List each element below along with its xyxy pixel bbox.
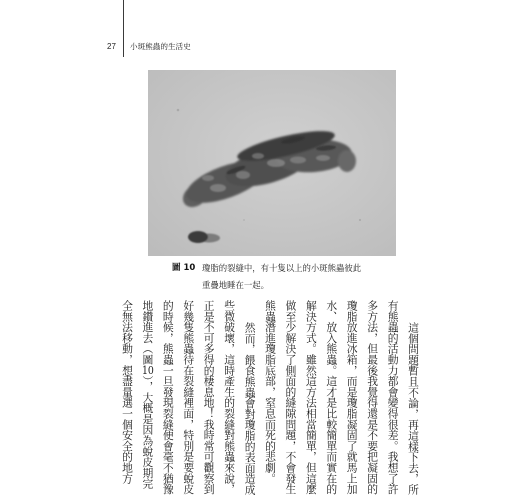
page-number: 27 (107, 42, 116, 51)
caption-line: 重疊地睡在一起。 (202, 280, 269, 290)
text-segment: 地鑽進去（圖 (141, 300, 155, 365)
speck (359, 219, 361, 221)
text-column (141, 300, 153, 496)
figure-caption (202, 260, 372, 294)
tardigrade-single-body (188, 231, 208, 243)
running-title: 小斑熊蟲的生活史 (130, 42, 191, 51)
body-highlight (202, 175, 214, 181)
text-column: 全無法移動，想盡量選一個安全的地方 (121, 300, 134, 484)
micrograph (148, 70, 396, 256)
text-segment: ），大概是因為蛻皮期完 (141, 375, 155, 490)
body-highlight (267, 159, 285, 167)
body-highlight (290, 157, 306, 164)
text-column: 些微破壞，這時產生的裂縫對熊蟲來說， (223, 300, 237, 495)
text-column: 正是不可多得的棲息地！我時常可觀察到 (202, 300, 216, 495)
text-column: 解決方式。雖然這方法相當簡單，但這麼 (304, 300, 318, 495)
header-divider (123, 0, 124, 57)
body-highlight (316, 155, 330, 161)
text-column: 然而，餵食熊蟲會對瓊脂的表面造成 (243, 321, 257, 495)
body-highlight (210, 184, 226, 192)
text-column: 有熊蟲的活動力都會變得很差。我想了許 (386, 300, 400, 495)
text-column: 這個問題暫且不論，再這樣下去，所 (407, 321, 420, 495)
text-column: 做至少解決了側面的縫隙問題，不會發生 (284, 300, 298, 495)
text-column: 瓊脂放進冰箱，而是瓊脂凝固了就馬上加 (345, 300, 359, 495)
body-highlight (252, 153, 264, 159)
text-column: 多方法，但最後我覺得還是不要把凝固的 (366, 300, 380, 495)
figure-reference-number: 10 (141, 364, 154, 376)
speck (177, 109, 180, 112)
body-highlight (236, 171, 250, 179)
tardigrade-head (338, 150, 356, 172)
figure-photo (148, 70, 396, 256)
figure-label: 圖 10 (172, 263, 196, 273)
speck (243, 219, 245, 221)
caption-line: 瓊脂的裂縫中，有十隻以上的小斑熊蟲彼此 (202, 263, 362, 273)
text-column: 好幾隻熊蟲待在裂縫裡面，特別是要蛻皮 (182, 300, 196, 495)
text-column: 熊蟲潛進瓊脂底部，窒息而死的悲劇。 (264, 300, 277, 484)
text-column: 水、放入熊蟲。這才是比較簡單而實在的 (325, 300, 339, 495)
text-column: 的時候，熊蟲一旦發現裂縫便會毫不猶豫 (161, 300, 175, 495)
